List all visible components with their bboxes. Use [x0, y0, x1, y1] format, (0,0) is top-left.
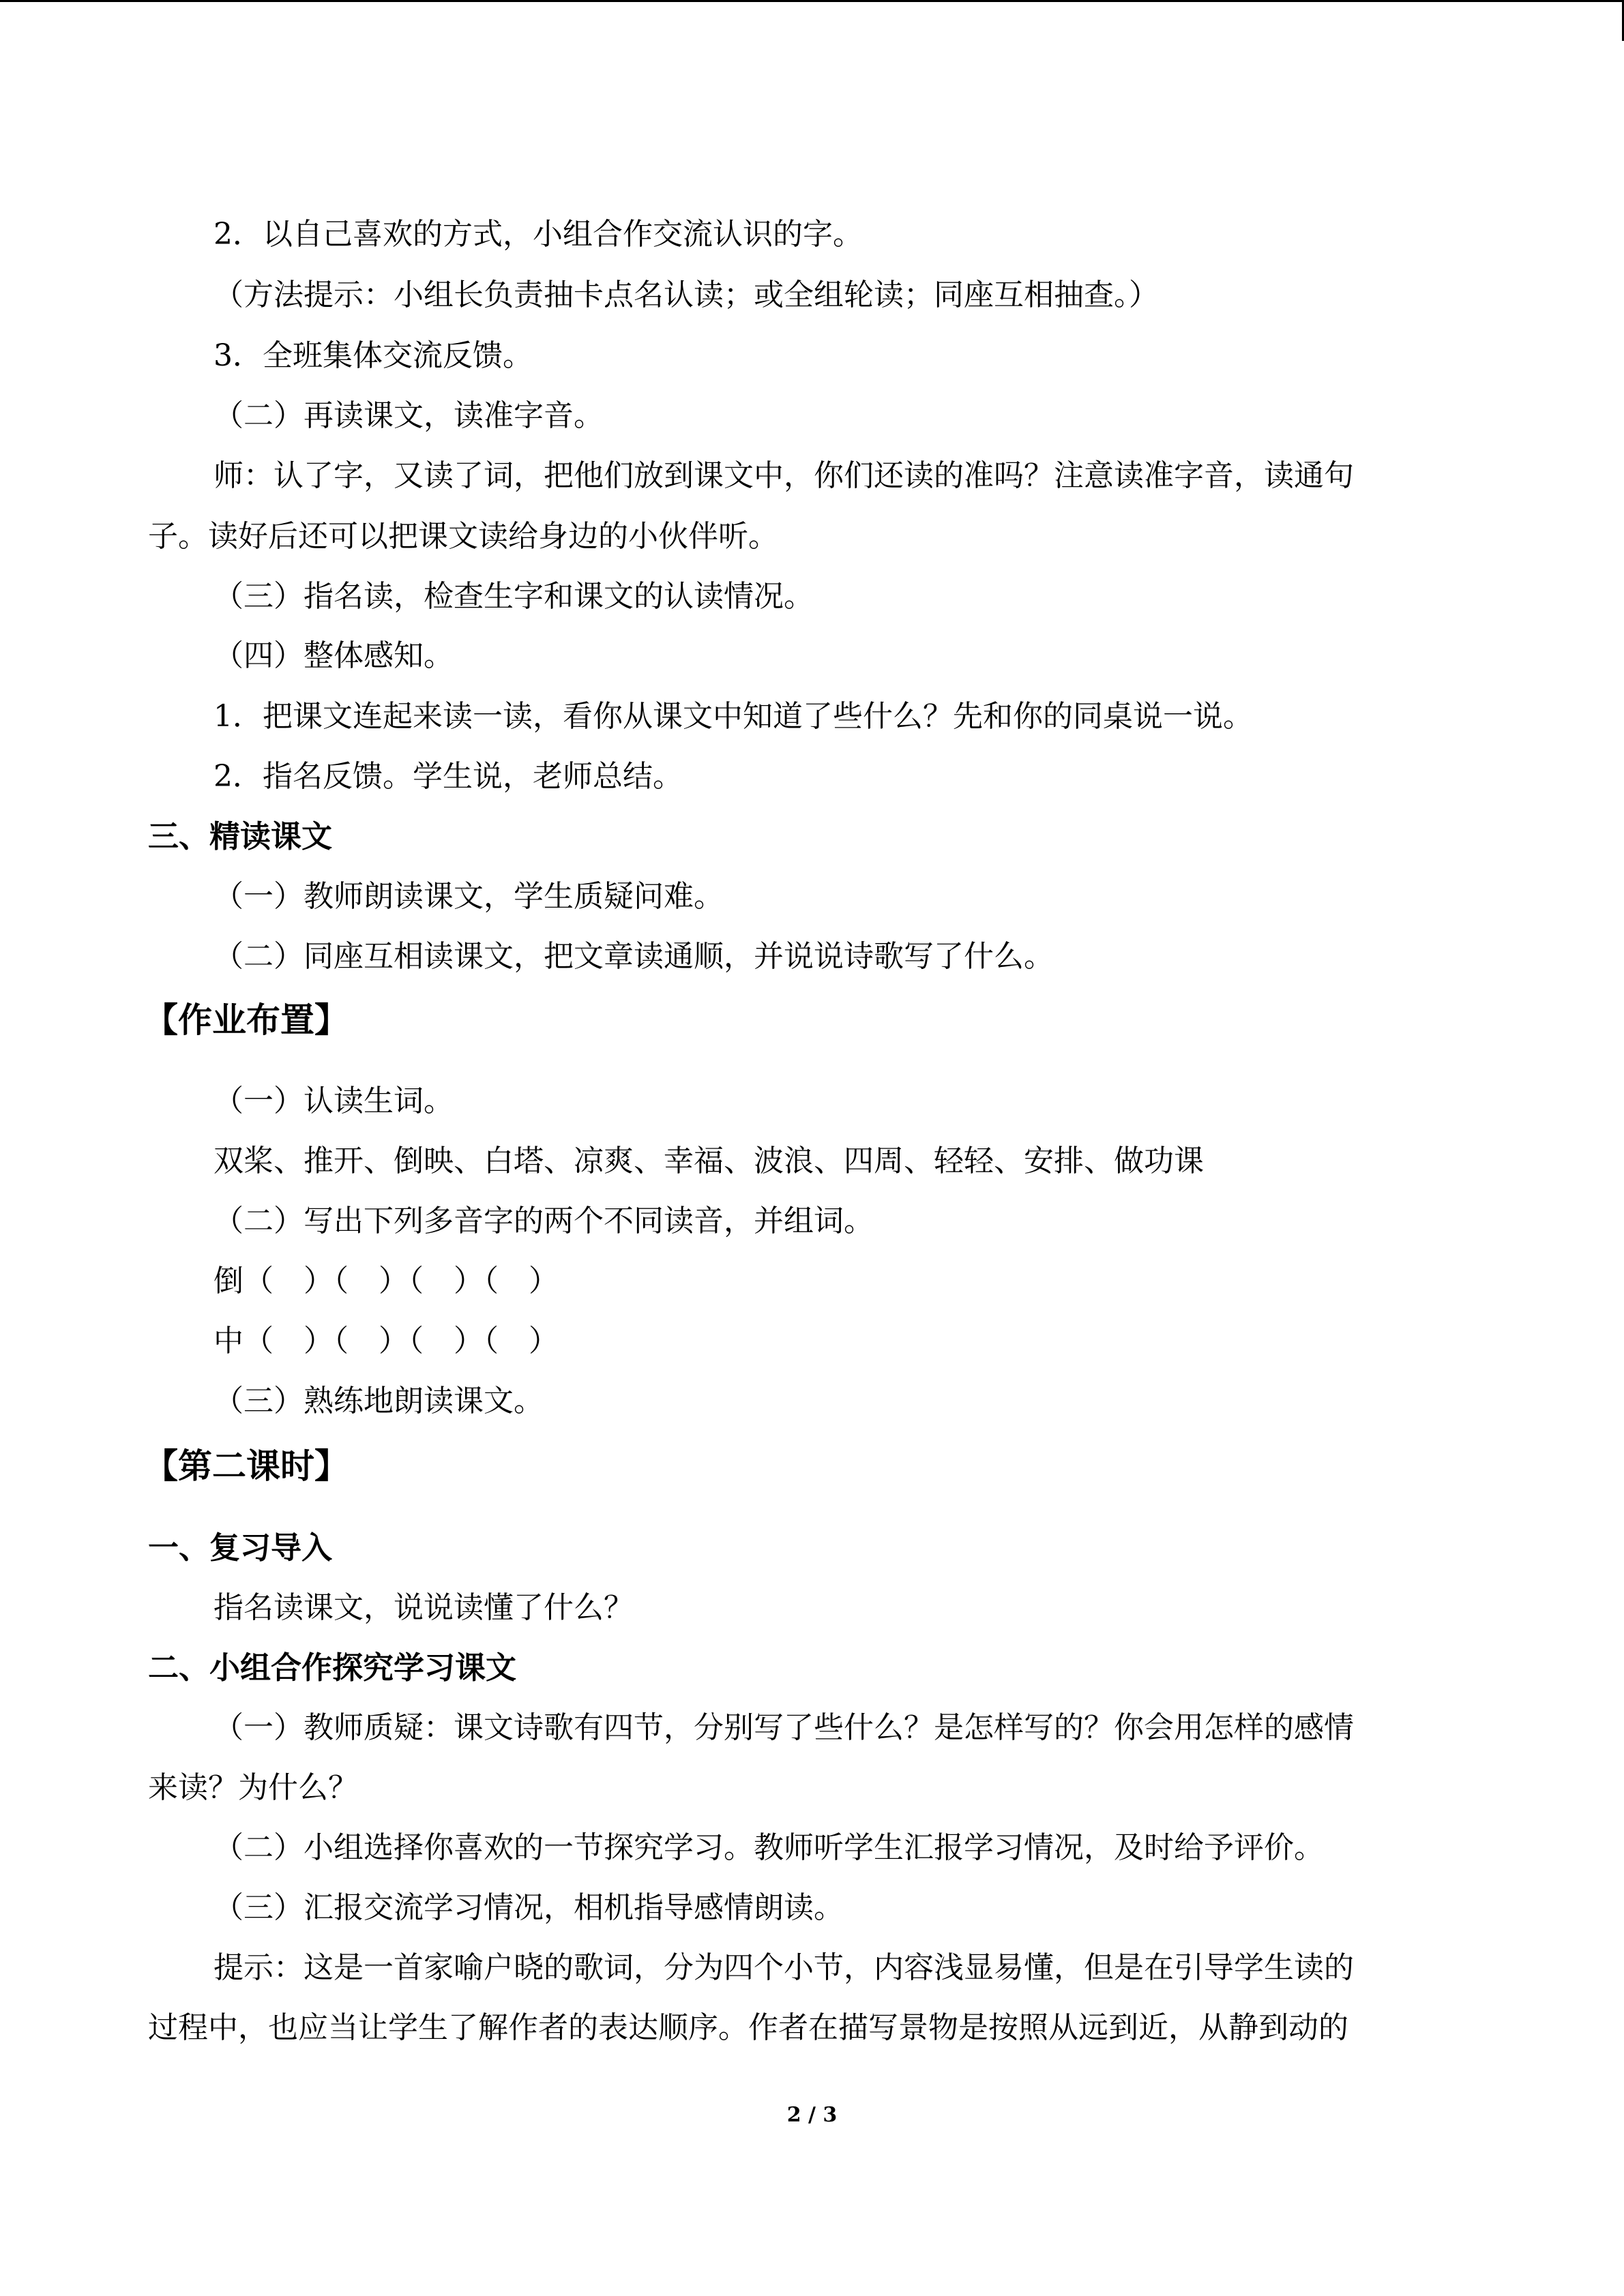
homework-item-1: （一）认读生词。 [213, 1084, 454, 1118]
section-named-reading: （三）指名读，检查生字和课文的认读情况。 [213, 579, 814, 614]
section-reread-text: （二）再读课文，读准字音。 [213, 398, 604, 433]
intensive-reading-1: （一）教师朗读课文，学生质疑问难。 [213, 879, 724, 914]
hint-line-1: 提示：这是一首家喻户晓的歌词，分为四个小节，内容浅显易懂，但是在引导学生读的 [213, 1950, 1354, 1985]
heading-review-intro: 一、复习导入 [148, 1530, 333, 1566]
polyphone-zhong-blanks: 中（ ）（ ）（ ）（ ） [213, 1324, 559, 1358]
vocabulary-list: 双桨、推开、倒映、白塔、凉爽、幸福、波浪、四周、轻轻、安排、做功课 [213, 1144, 1204, 1178]
intensive-reading-2: （二）同座互相读课文，把文章读通顺，并说说诗歌写了什么。 [213, 939, 1054, 974]
page-number: 2 / 3 [786, 2103, 838, 2127]
step-3-class-feedback: 3．全班集体交流反馈。 [213, 338, 533, 373]
review-intro-text: 指名读课文，说说读懂了什么？ [213, 1590, 634, 1625]
polyphone-dao-blanks: 倒（ ）（ ）（ ）（ ） [213, 1264, 559, 1298]
heading-second-lesson: 【第二课时】 [144, 1446, 349, 1486]
teacher-prompt-line-2: 子。读好后还可以把课文读给身边的小伙伴听。 [148, 519, 778, 554]
method-hint: （方法提示：小组长负责抽卡点名认读；或全组轮读；同座互相抽查。） [213, 278, 1159, 312]
group-inquiry-2: （二）小组选择你喜欢的一节探究学习。教师听学生汇报学习情况，及时给予评价。 [213, 1830, 1324, 1865]
teacher-prompt-line-1: 师：认了字，又读了词，把他们放到课文中，你们还读的准吗？注意读准字音，读通句 [213, 458, 1354, 493]
group-inquiry-1-line-1: （一）教师质疑：课文诗歌有四节，分别写了些什么？是怎样写的？你会用怎样的感情 [213, 1710, 1354, 1745]
homework-item-3: （三）熟练地朗读课文。 [213, 1384, 544, 1418]
heading-homework: 【作业布置】 [144, 1000, 349, 1040]
hint-line-2: 过程中，也应当让学生了解作者的表达顺序。作者在描写景物是按照从远到近，从静到动的 [148, 2010, 1348, 2045]
group-inquiry-3: （三）汇报交流学习情况，相机指导感情朗读。 [213, 1890, 844, 1925]
top-border-line [0, 0, 1624, 2]
heading-group-inquiry: 二、小组合作探究学习课文 [148, 1650, 517, 1686]
homework-item-2: （二）写出下列多音字的两个不同读音，并组词。 [213, 1204, 874, 1238]
step-2-exchange-characters: 2．以自己喜欢的方式，小组合作交流认识的字。 [213, 217, 863, 252]
perception-step-1: 1．把课文连起来读一读，看你从课文中知道了些什么？先和你的同桌说一说。 [213, 699, 1253, 734]
heading-intensive-reading: 三、精读课文 [148, 818, 333, 854]
section-overall-perception: （四）整体感知。 [213, 638, 454, 673]
group-inquiry-1-line-2: 来读？为什么？ [148, 1770, 358, 1805]
perception-step-2: 2．指名反馈。学生说，老师总结。 [213, 759, 683, 794]
